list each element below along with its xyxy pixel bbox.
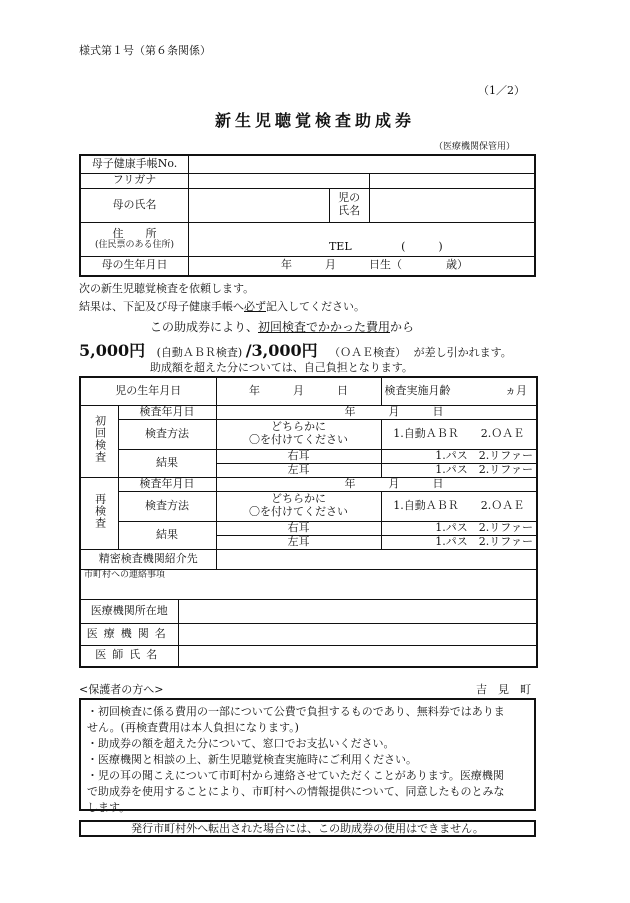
- initial-left-ear: 左耳: [216, 463, 381, 477]
- note-line: します。: [87, 800, 131, 814]
- address-field[interactable]: [188, 222, 535, 256]
- recheck-left-ear: 左耳: [216, 535, 381, 549]
- child-name-label-l1: 児の: [338, 191, 361, 205]
- intro-line-2-underline: 必ず: [244, 300, 266, 313]
- initial-method-options[interactable]: 1.自動ＡＢＲ 2.ＯＡＥ: [381, 419, 537, 449]
- intro-line-2-post: 記入してください。: [266, 300, 365, 313]
- referral-row: [80, 549, 537, 569]
- intro-line-3-pre: この助成券により、: [150, 320, 259, 334]
- initial-date-field[interactable]: 年 月 日: [216, 405, 537, 419]
- initial-result-label: 結果: [118, 449, 216, 477]
- recheck-date-label: 検査年月日: [118, 477, 216, 491]
- note-line: ・児の耳の聞こえについて市町村から連絡させていただくことがあります。医療機関: [87, 768, 504, 782]
- initial-right-row: [80, 449, 537, 463]
- referral-label: 精密検査機関紹介先: [80, 549, 216, 569]
- note-line: ・初回検査に係る費用の一部について公費で負担するものであり、無料券ではありま: [87, 705, 505, 718]
- child-name-label: [329, 188, 369, 222]
- choose-l2: 〇を付けてください: [249, 433, 348, 446]
- initial-method-row: [80, 419, 537, 449]
- mother-dob-field[interactable]: 年 月 日生（ 歳）: [188, 256, 535, 276]
- row-furigana: [80, 173, 535, 188]
- furigana-label: フリガナ: [80, 173, 188, 188]
- note-line: で助成券を使用することにより、市町村への情報提供について、同意したものとみな: [87, 784, 505, 798]
- tel-paren: ( ): [401, 239, 443, 253]
- amount-abr-note: (自動ＡＢＲ検査): [156, 346, 243, 359]
- exam-age-label: 検査実施月齢: [384, 383, 451, 397]
- initial-right-options[interactable]: 1.パス 2.リファー: [381, 449, 537, 463]
- municipality-row: [80, 569, 537, 599]
- facility-name-label: 医療機関名: [80, 623, 178, 645]
- facility-address-row: [80, 599, 537, 623]
- recheck-label: [80, 477, 118, 549]
- doctor-name-label: 医師氏名: [80, 645, 178, 667]
- recheck-right-row: [80, 521, 537, 535]
- initial-date-label: 検査年月日: [118, 405, 216, 419]
- intro-line-3: [150, 318, 414, 335]
- row-address: [80, 222, 535, 256]
- child-dob-field[interactable]: 年 月 日: [216, 377, 381, 405]
- initial-left-options[interactable]: 1.パス 2.リファー: [381, 463, 537, 477]
- recheck-result-label: 結果: [118, 521, 216, 549]
- intro-line-1: 次の新生児聴覚検査を依頼します。: [79, 282, 255, 295]
- intro-amount-line: [79, 338, 512, 361]
- recheck-right-options[interactable]: 1.パス 2.リファー: [381, 521, 537, 535]
- child-name-label-l2: 氏名: [338, 204, 361, 217]
- recheck-method-instruction: [216, 491, 381, 521]
- recheck-date-row: [80, 477, 537, 491]
- recheck-method-row: [80, 491, 537, 521]
- mother-dob-label: 母の生年月日: [80, 256, 188, 276]
- address-label-note: (住民票のある住所): [94, 240, 174, 251]
- choose-l2-recheck: 〇を付けてください: [249, 505, 348, 518]
- recheck-method-options[interactable]: 1.自動ＡＢＲ 2.ＯＡＥ: [381, 491, 537, 521]
- furigana-field-child[interactable]: [369, 173, 535, 188]
- recheck-text: 再検査: [93, 493, 107, 530]
- deduct-text: が差し引かれます。: [413, 346, 512, 359]
- row-child-dob: [80, 377, 537, 405]
- guardian-label: <保護者の方へ>: [79, 683, 164, 696]
- recheck-method-label: 検査方法: [118, 491, 216, 521]
- initial-date-row: [80, 405, 537, 419]
- page-subtitle: （医療機関保管用）: [434, 142, 516, 152]
- intro-line-5: 助成額を超えた分については、自己負担となります。: [150, 361, 413, 374]
- initial-method-label: 検査方法: [118, 419, 216, 449]
- exam-table: [79, 376, 538, 668]
- furigana-field[interactable]: [188, 173, 369, 188]
- initial-exam-text: 初回検査: [93, 415, 107, 464]
- referral-field[interactable]: [216, 549, 537, 569]
- handbook-no-field[interactable]: [188, 155, 535, 173]
- intro-line-3-underline: 初回検査でかかった費用: [258, 320, 391, 334]
- exam-age-cell[interactable]: [381, 377, 537, 405]
- intro-line-3-post: から: [390, 320, 415, 334]
- doctor-name-row: [80, 645, 537, 667]
- intro-line-2: [79, 298, 365, 314]
- handbook-no-label: 母子健康手帳No.: [80, 155, 188, 173]
- note-line: ・助成券の額を超えた分について、窓口でお支払いください。: [87, 736, 395, 750]
- town-name: 吉 見 町: [476, 683, 531, 696]
- facility-name-field[interactable]: [178, 623, 537, 645]
- intro-line-2-pre: 結果は、下記及び母子健康手帳へ: [79, 300, 244, 313]
- notes-box: [79, 698, 536, 814]
- mother-name-label: 母の氏名: [80, 188, 188, 222]
- exam-age-months: ヵ月: [505, 383, 527, 397]
- initial-exam-label: [80, 405, 118, 477]
- facility-address-field[interactable]: [178, 599, 537, 623]
- form-number: 様式第１号（第６条関係）: [79, 44, 211, 57]
- initial-method-instruction: [216, 419, 381, 449]
- note-line: せん。(再検査費用は本人負担になります。): [87, 720, 299, 734]
- initial-right-ear: 右耳: [216, 449, 381, 463]
- amount-oae: /3,000円: [245, 341, 318, 360]
- mother-name-field[interactable]: [188, 188, 329, 222]
- recheck-left-options[interactable]: 1.パス 2.リファー: [381, 535, 537, 549]
- child-dob-label: 児の生年月日: [80, 377, 216, 405]
- note-line: ・医療機関と相談の上、新生児聴覚検査実施時にご利用ください。: [87, 752, 417, 766]
- tel-label: TEL: [328, 239, 352, 253]
- facility-name-row: [80, 623, 537, 645]
- choose-l1: どちらかに: [271, 420, 326, 434]
- recheck-right-ear: 右耳: [216, 521, 381, 535]
- child-name-field[interactable]: [369, 188, 535, 222]
- patient-info-table: [79, 154, 536, 277]
- amount-abr: 5,000円: [79, 341, 146, 360]
- row-mother-dob: [80, 256, 535, 276]
- doctor-name-field[interactable]: [178, 645, 537, 667]
- municipality-note[interactable]: 市町村への連絡事項: [80, 569, 537, 599]
- amount-oae-note: （ＯＡＥ検査）: [329, 346, 407, 359]
- facility-address-label: 医療機関所在地: [80, 599, 178, 623]
- page-number: （1／2）: [478, 84, 525, 97]
- footer-notice: 発行市町村外へ転出された場合には、この助成券の使用はできません。: [79, 820, 536, 837]
- address-label-main: 住 所: [112, 226, 157, 240]
- recheck-date-field[interactable]: 年 月 日: [216, 477, 537, 491]
- choose-l1-recheck: どちらかに: [271, 492, 326, 506]
- page-title: 新生児聴覚検査助成券: [214, 111, 415, 130]
- address-label: [80, 222, 188, 256]
- row-names: [80, 188, 535, 222]
- row-handbook-no: [80, 155, 535, 173]
